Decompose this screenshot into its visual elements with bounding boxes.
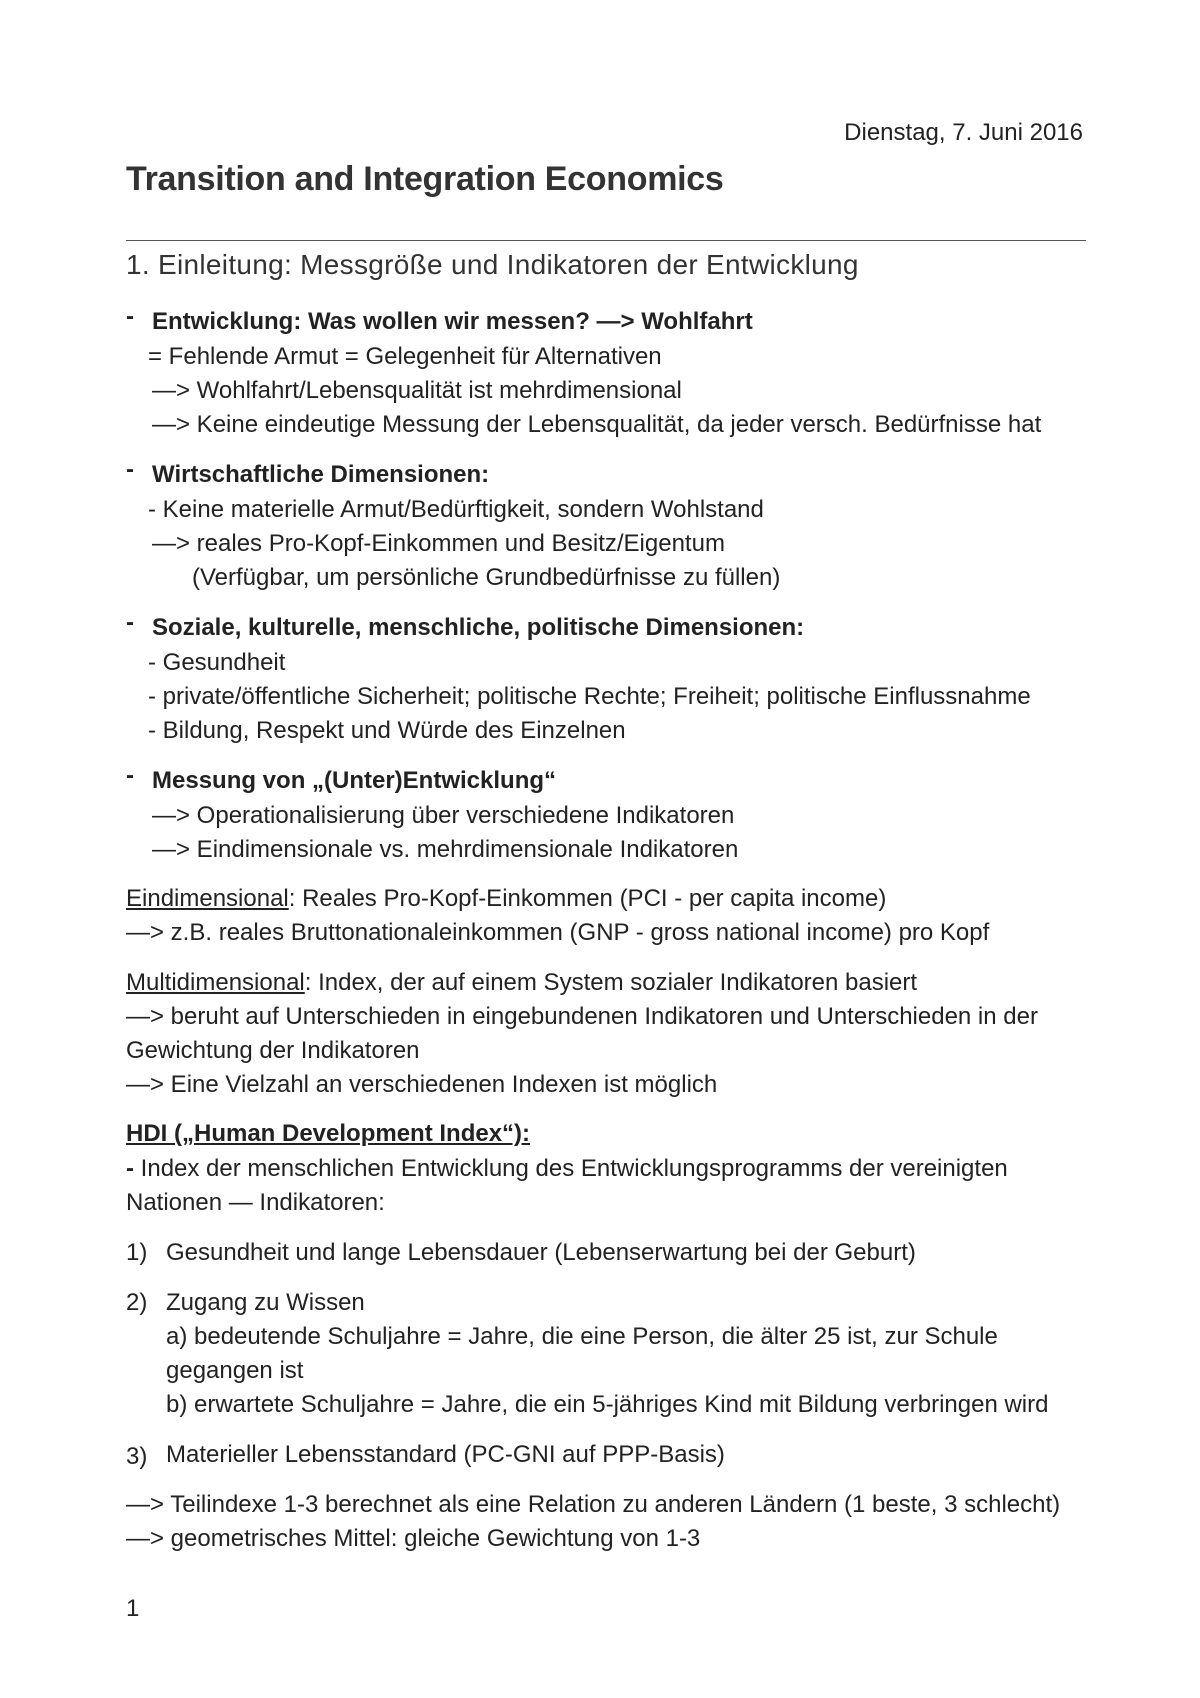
paragraph-multidimensional [126, 966, 917, 1000]
list-item: Gesundheit und lange Lebensdauer (Lebenserwartung bei der Geburt) [166, 1239, 916, 1266]
list-item: Materieller Lebensstandard (PC-GNI auf PPP-Basis) [166, 1441, 725, 1468]
text-line: b) erwartete Schuljahre = Jahre, die ein 5-jähriges Kind mit Bildung verbringen wird [166, 1391, 1049, 1418]
list-item: Zugang zu Wissen [166, 1289, 365, 1316]
bullet-heading-wirtschaftlich: Wirtschaftliche Dimensionen: [152, 461, 490, 488]
hdi-intro-text: Index der menschlichen Entwicklung des Entwicklungsprogramms der vereinigten [140, 1155, 1008, 1182]
bullet-heading-messung: Messung von „(Unter)Entwicklung“ [152, 767, 557, 794]
text-line: —> Eindimensionale vs. mehrdimensionale Indikatoren [152, 836, 739, 863]
bullet-heading-entwicklung: Entwicklung: Was wollen wir messen? —> Wohlfahrt [152, 308, 753, 335]
text-line: —> Eine Vielzahl an verschiedenen Indexen ist möglich [126, 1071, 718, 1098]
text-line: —> Wohlfahrt/Lebensqualität ist mehrdimensional [152, 377, 682, 404]
bullet-marker: - [126, 456, 134, 483]
text-line: - Bildung, Respekt und Würde des Einzelnen [148, 717, 626, 744]
bullet-marker: - [126, 609, 134, 636]
bullet-marker: - [126, 303, 134, 330]
hdi-heading: HDI („Human Development Index“): [126, 1120, 531, 1147]
list-item-number: 3) [126, 1443, 148, 1470]
text-line: —> geometrisches Mittel: gleiche Gewichtung von 1-3 [126, 1525, 701, 1552]
document-title: Transition and Integration Economics [126, 160, 724, 198]
bullet-heading-sozial: Soziale, kulturelle, menschliche, politische Dimensionen: [152, 614, 805, 641]
page-number: 1 [126, 1595, 140, 1622]
text-line: - Keine materielle Armut/Bedürftigkeit, sondern Wohlstand [148, 496, 764, 523]
text-line: —> z.B. reales Bruttonationaleinkommen (GNP - gross national income) pro Kopf [126, 919, 990, 946]
text-line: —> Teilindexe 1-3 berechnet als eine Relation zu anderen Ländern (1 beste, 3 schlecht) [126, 1491, 1061, 1518]
multidimensional-text: : Index, der auf einem System sozialer Indikatoren basiert [304, 969, 918, 996]
section-heading: 1. Einleitung: Messgröße und Indikatoren der Entwicklung [126, 249, 859, 280]
text-line: - private/öffentliche Sicherheit; politische Rechte; Freiheit; politische Einflussnahme [148, 683, 1031, 710]
bullet-marker: - [126, 762, 134, 789]
text-line: - Gesundheit [148, 649, 286, 676]
text-line: a) bedeutende Schuljahre = Jahre, die eine Person, die älter 25 ist, zur Schule [166, 1323, 998, 1350]
title-divider [126, 240, 1086, 241]
text-line: gegangen ist [166, 1357, 304, 1384]
text-line: Nationen — Indikatoren: [126, 1189, 385, 1216]
text-line: Gewichtung der Indikatoren [126, 1037, 420, 1064]
text-line: —> Keine eindeutige Messung der Lebensqualität, da jeder versch. Bedürfnisse hat [152, 411, 1042, 438]
text-line: —> Operationalisierung über verschiedene Indikatoren [152, 802, 735, 829]
list-item-number: 1) [126, 1239, 148, 1266]
multidimensional-label: Multidimensional [126, 969, 305, 996]
hdi-dash: - [126, 1155, 141, 1182]
list-item-number: 2) [126, 1289, 148, 1316]
eindimensional-label: Eindimensional [126, 885, 289, 912]
text-line: = Fehlende Armut = Gelegenheit für Alternativen [148, 343, 662, 370]
text-line: —> beruht auf Unterschieden in eingebundenen Indikatoren und Unterschieden in der [126, 1003, 1038, 1030]
eindimensional-text: : Reales Pro-Kopf-Einkommen (PCI - per capita income) [288, 885, 887, 912]
hdi-intro-line [126, 1152, 1008, 1186]
document-date: Dienstag, 7. Juni 2016 [844, 119, 1083, 146]
paragraph-eindimensional [126, 882, 886, 916]
text-line: (Verfügbar, um persönliche Grundbedürfnisse zu füllen) [192, 564, 781, 591]
text-line: —> reales Pro-Kopf-Einkommen und Besitz/Eigentum [152, 530, 725, 557]
